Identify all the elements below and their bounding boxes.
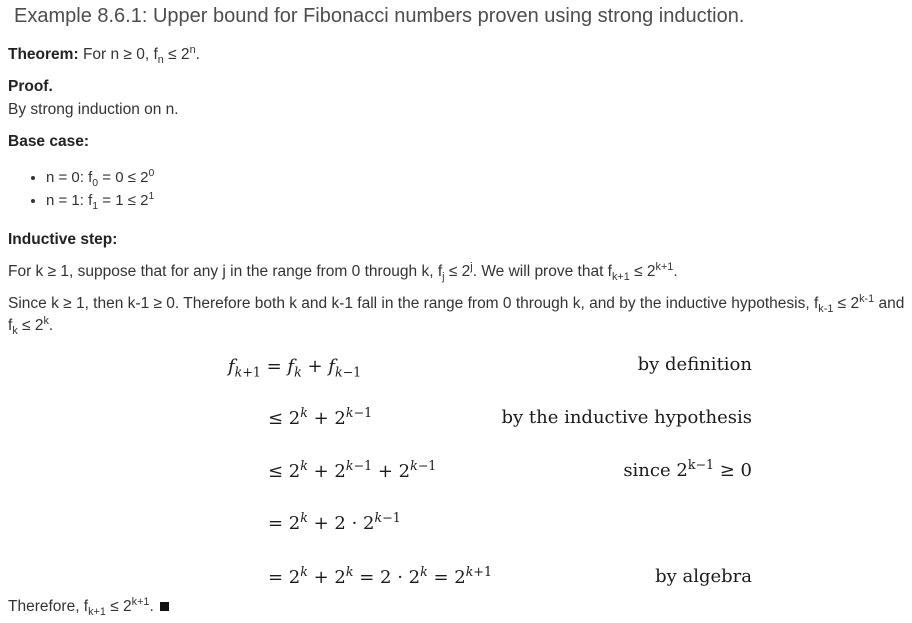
proof-intro: By strong induction on n. — [8, 101, 179, 118]
base-case-item: • n = 0: $f_0 = 0 \le 2^0$ — [46, 168, 154, 188]
qed-square-icon — [160, 602, 169, 611]
theorem-text: For n ≥ 0, $f_n \le 2^n$. — [82, 43, 200, 67]
base-case-label: Base case: — [8, 133, 90, 150]
derivation-row-5-reason: by algebra — [655, 566, 752, 587]
derivation-row-1-equation: $f_{k+1} = f_k + f_{k-1}$ — [228, 356, 362, 380]
base-case-list — [28, 168, 154, 214]
derivation-row-3-equation: ≤ $2^k + 2^{k-1} + 2^{k-1}$ — [268, 458, 437, 482]
inductive-reasoning-continuation: $f_k \le 2^k$. — [8, 314, 54, 338]
example-title: Example 8.6.1: Upper bound for Fibonacci numbers proven using strong induction. — [14, 5, 745, 27]
derivation-row-3-reason: since $2^{k-1} \ge 0$ — [623, 457, 752, 481]
inductive-hypothesis-sentence: For k ≥ 1, suppose that for any j in the range from 0 through k, $f_j \le 2^j$. We will prove that $f_{k+1} \le 2^{k+1}$. — [8, 260, 678, 284]
proof-label: Proof. — [8, 78, 53, 95]
derivation-row-2-equation: ≤ $2^k + 2^{k-1}$ — [268, 405, 373, 429]
conclusion-statement: Therefore, $f_{k+1} \le 2^{k+1}$. — [8, 598, 169, 616]
base-case-item: • n = 1: $f_1 = 1 \le 2^1$ — [46, 191, 154, 211]
derivation-row-2-reason: by the inductive hypothesis — [501, 407, 752, 428]
derivation-row-5-equation: = $2^k + 2^k = 2 \cdot 2^k = 2^{k+1}$ — [268, 564, 492, 588]
theorem-statement — [8, 43, 200, 67]
inductive-step-label: Inductive step: — [8, 231, 118, 248]
theorem-label: Theorem: — [8, 46, 79, 63]
inductive-reasoning-sentence: Since k ≥ 1, then k-1 ≥ 0. Therefore both k and k-1 fall in the range from 0 through k, and by the inductive hypothesis, $f_{k-1} \le 2^{k-1}$ and — [8, 292, 905, 316]
derivation-row-4-equation: = $2^k + 2 \cdot 2^{k-1}$ — [268, 510, 401, 534]
derivation-row-1-reason: by definition — [637, 354, 752, 375]
